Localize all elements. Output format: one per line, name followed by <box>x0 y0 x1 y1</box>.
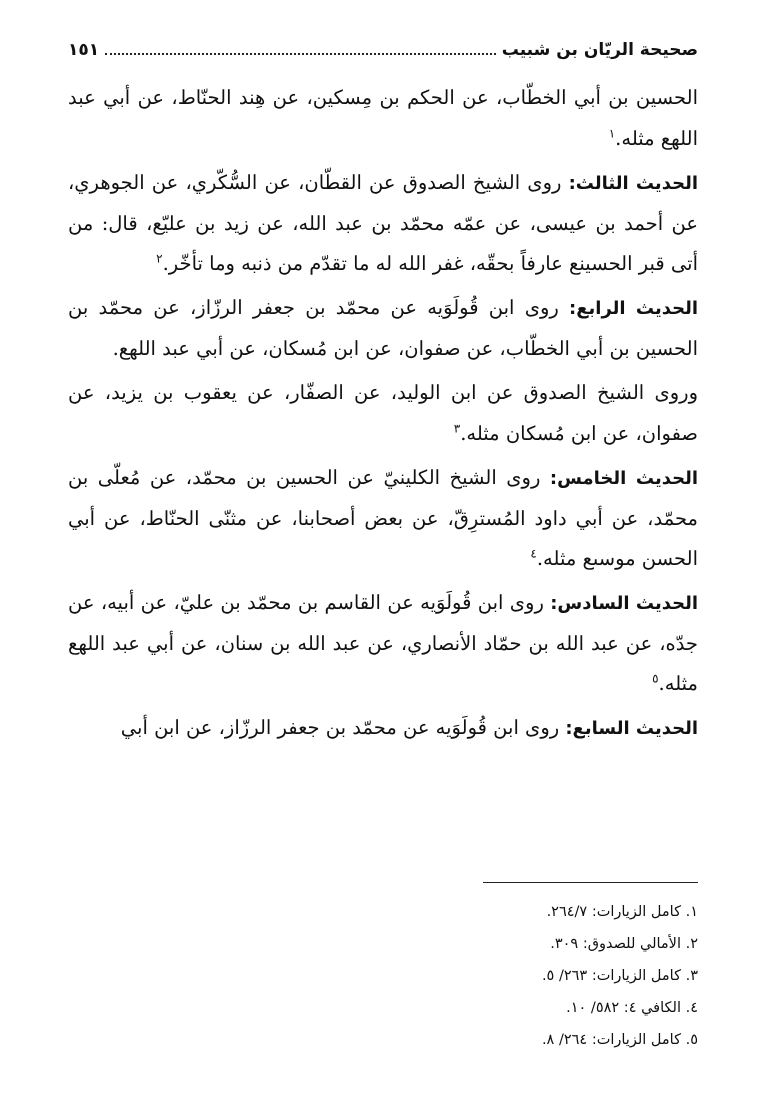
paragraph-text: روى ابن قُولَوَيه عن محمّد بن جعفر الرزّاز، عن ابن أبي <box>120 716 566 739</box>
paragraph <box>68 373 698 454</box>
hadith-label: الحديث الثالث: <box>568 173 698 194</box>
footnote-ref: ٤ <box>530 546 537 561</box>
hadith-label: الحديث الرابع: <box>569 298 698 319</box>
paragraph-text: روى الشيخ الصدوق عن القطّان، عن السُّكّري، عن الجوهري، عن أحمد بن عيسى، عن عمّه محمّد بن عبد الله، عن زيد بن عليّع، قال: من أتى قبر الحسينع عارفاً بحقّه، غفر الله له ما تقدّم من ذنبه وما تأخّر. <box>68 171 698 275</box>
hadith-label: الحديث السابع: <box>565 718 698 739</box>
page-number: ١٥١ <box>68 40 100 60</box>
page-header <box>68 30 698 60</box>
hadith-label: الحديث السادس: <box>550 593 699 614</box>
paragraph <box>68 288 698 369</box>
footnote: ٢. الأمالي للصدوق: ٣٠٩. <box>550 936 698 952</box>
paragraph <box>68 163 698 284</box>
footnote-ref: ١ <box>608 126 616 141</box>
footnote: ٤. الكافي ٤: ٥٨٢/ ١٠. <box>566 1000 698 1016</box>
paragraph-text: روى الشيخ الكلينيّ عن الحسين بن محمّد، عن مُعلّى بن محمّد، عن أبي داود المُسترِقّ، عن بعض أصحابنا، عن مثنّى الحنّاط، عن أبي الحسن موسىع مثله. <box>68 466 698 570</box>
paragraph-text: الحسين بن أبي الخطّاب، عن الحكم بن مِسكين، عن هِند الحنّاط، عن أبي عبد اللهع مثله. <box>68 86 698 150</box>
paragraph <box>68 458 698 579</box>
footnote: ٣. كامل الزيارات: ٢٦٣/ ٥. <box>541 968 698 984</box>
main-text <box>68 78 698 753</box>
footnote-ref: ٣ <box>453 421 461 436</box>
footnote-ref: ٥ <box>652 671 659 686</box>
footnotes <box>68 896 698 1056</box>
footnote-ref: ٢ <box>156 251 163 266</box>
footnote-divider <box>483 882 698 883</box>
paragraph-text: روى ابن قُولَوَيه عن القاسم بن محمّد بن عليّ، عن أبيه، عن جدّه، عن عبد الله بن حمّاد الأنصاري، عن عبد الله بن سنان، عن أبي عبد اللهع مثله. <box>68 591 698 695</box>
paragraph <box>68 78 698 159</box>
paragraph <box>68 583 698 704</box>
footnote: ١. كامل الزيارات: ٢٦٤/٧. <box>546 904 698 920</box>
running-title: صحيحة الريّان بن شبيب <box>501 40 698 60</box>
footnote: ٥. كامل الزيارات: ٢٦٤/ ٨. <box>541 1032 698 1048</box>
paragraph-text: وروى الشيخ الصدوق عن ابن الوليد، عن الصفّار، عن يعقوب بن يزيد، عن صفوان، عن ابن مُسكان مثله. <box>68 381 698 445</box>
hadith-label: الحديث الخامس: <box>549 468 698 489</box>
header-dotted-leader <box>105 52 496 55</box>
paragraph-text: روى ابن قُولَوَيه عن محمّد بن جعفر الرزّاز، عن محمّد بن الحسين بن أبي الخطّاب، عن صفوان، عن ابن مُسكان، عن أبي عبد اللهع. <box>68 296 698 360</box>
paragraph <box>68 708 698 749</box>
